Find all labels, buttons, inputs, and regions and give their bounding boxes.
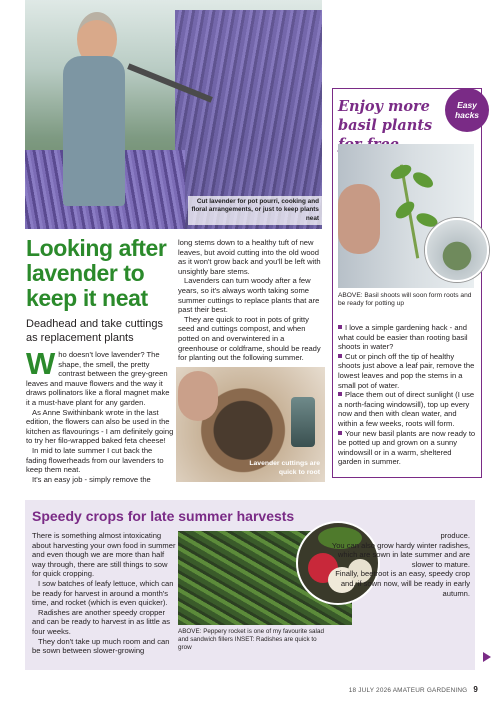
basil-tip: Your new basil plants are now ready to be potted up and grown on a sunny windowsill or in a warm, sheltered garden in summer.	[338, 428, 476, 467]
article-standfirst: Deadhead and take cuttings as replacement plants	[26, 318, 163, 344]
continue-arrow-icon	[483, 652, 491, 662]
article-paragraph: Finally, beetroot is an easy, speedy crop and, if sown now, will be ready in early autumn.	[335, 569, 470, 598]
basil-tip: Place them out of direct sunlight (I use a north-facing windowsill), top up every now and then with clean water, and within a few weeks, roots will form.	[338, 390, 475, 428]
lavender-photo-caption: Cut lavender for pot pourri, cooking and floral arrangements, or just to keep plants neat	[188, 196, 322, 225]
basil-tips-list	[338, 323, 476, 467]
article-paragraph: They are quick to root in pots of gritty seed and cuttings compost, and when potted on and overwintered in a greenhouse or coldframe, should be ready for planting out the following summer.	[178, 314, 321, 363]
rocket-photo-caption: ABOVE: Peppery rocket is one of my favourite salad and sandwich fillers INSET: Radishes are quick to grow	[178, 628, 324, 651]
drop-cap: W	[26, 346, 56, 381]
article-paragraph: Radishes are another speedy cropper and can be ready to harvest in as little as four weeks.	[32, 607, 171, 636]
article-paragraph: I sow batches of leafy lettuce, which can be ready for harvest in around a month's time, and rocket (which is even quicker).	[32, 578, 174, 608]
badge-line: Easy	[457, 100, 477, 110]
article-column-1	[26, 346, 174, 484]
magazine-name: AMATEUR GARDENING	[392, 687, 468, 694]
easy-hacks-badge	[445, 88, 489, 132]
basil-tip: I love a simple gardening hack - and what could be easier than rooting basil shoots in water?	[338, 323, 468, 352]
basil-roots-inset-photo	[425, 218, 489, 282]
article-paragraph: They don't take up much room and can be sown between slower-growing	[32, 636, 170, 656]
basil-panel-title: Enjoy more basil plants	[338, 98, 433, 134]
page-folio	[300, 685, 478, 694]
badge-line: hacks	[454, 110, 480, 120]
lavender-pruning-photo	[25, 0, 322, 229]
article-paragraph: Who doesn't love lavender? The shape, the smell, the pretty contrast between the grey-green leaves and mauve flowers and the way it draws pollinators like a floral magnet make it a must-have plant for any garden.	[26, 346, 170, 407]
article-paragraph: There is something almost intoxicating about harvesting your own food in summer and even though we are more than half way through, there are still things to sow for quick cropping.	[32, 531, 176, 579]
article-paragraph: long stems down to a healthy tuft of new leaves, but avoid cutting into the old wood as it won't grow back and you'll be left with unsightly bare stems.	[178, 238, 321, 276]
speedy-column-2	[330, 531, 470, 598]
page-number: 9	[473, 685, 478, 694]
article-paragraph: It's an easy job - simply remove the	[32, 474, 151, 484]
gardener-figure	[63, 12, 125, 202]
lavender-cuttings-photo	[176, 367, 325, 482]
article-paragraph: Lavenders can turn woody after a few years, so it's always worth taking some summer cuttings to replace plants that are past their best.	[178, 276, 320, 315]
article-paragraph: produce.	[440, 531, 470, 540]
article-paragraph: You can also grow hardy winter radishes, which are sown in late summer and are slower to mature.	[331, 540, 470, 569]
article-headline: Looking after lavender to keep it neat	[26, 235, 167, 311]
speedy-crops-title: Speedy crops for late summer harvests	[32, 508, 295, 524]
cuttings-caption: Lavender cuttings are quick to root	[249, 460, 320, 476]
issue-date: 18 JULY 2026	[348, 687, 392, 694]
basil-tip: Cut or pinch off the tip of healthy shoots just above a leaf pair, remove the lowest leaves and pop the stems in a small pot of water.	[338, 351, 475, 390]
basil-photo-caption: ABOVE: Basil shoots will soon form roots and be ready for potting up	[338, 292, 472, 308]
speedy-column-1	[32, 531, 176, 656]
article-paragraph: In mid to late summer I cut back the fading flowerheads from our lavenders to keep them neat.	[26, 445, 164, 475]
article-column-2	[178, 238, 323, 363]
article-paragraph: As Anne Swithinbank wrote in the last edition, the flowers can also be used in the kitchen as flavourings - I am definitely going to try her filo-wrapped baked feta cheese!	[26, 407, 174, 446]
